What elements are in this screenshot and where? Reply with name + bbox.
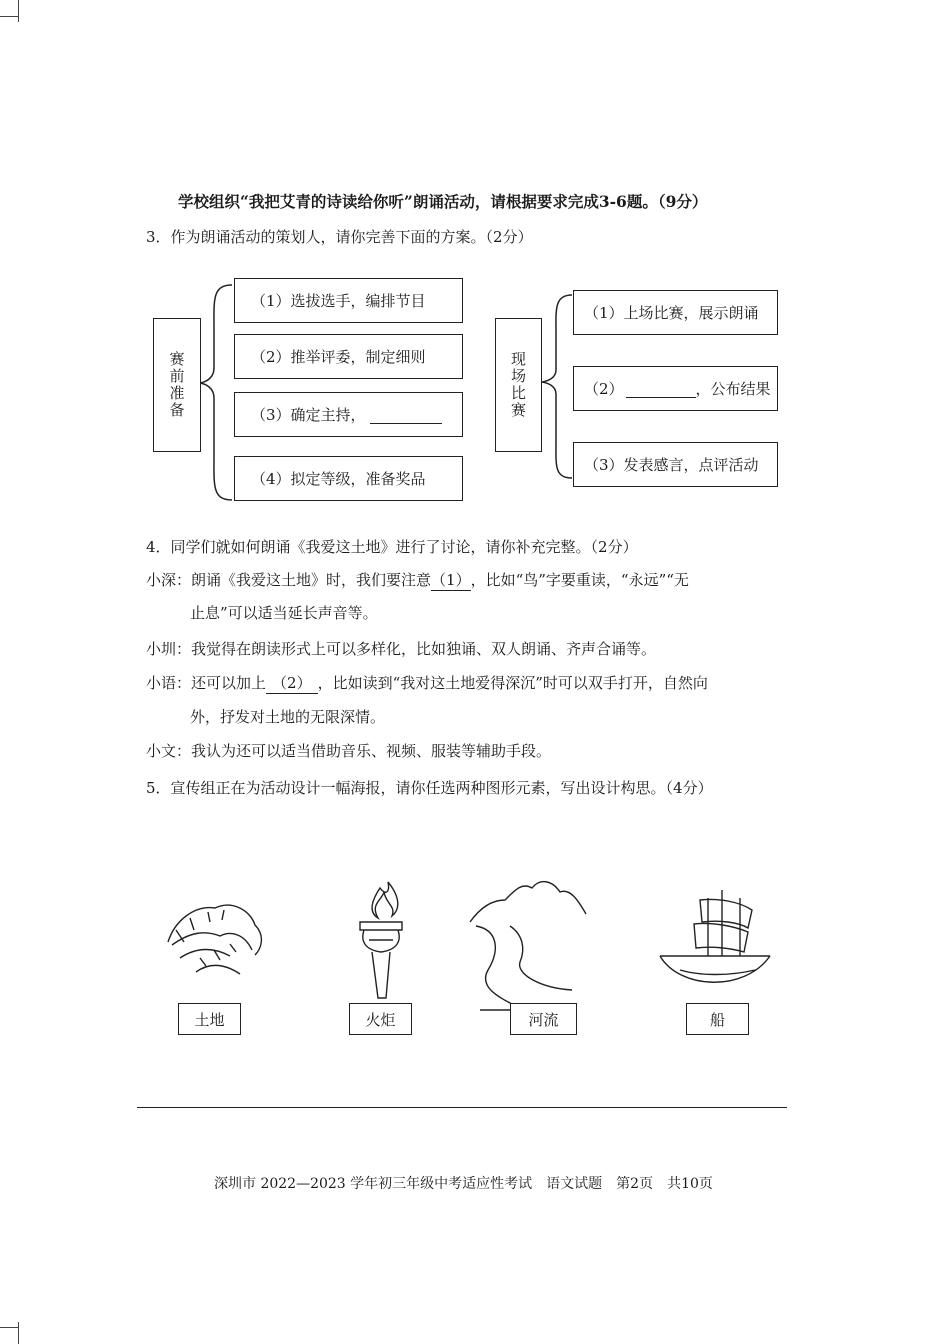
answer-blank[interactable]: [626, 379, 696, 398]
q4-line-1b: 止息”可以适当延长声音等。: [190, 604, 378, 622]
q4-prompt: 4．同学们就如何朗诵《我爱这土地》进行了讨论，请你补充完整。（2分）: [146, 538, 638, 556]
right-title: 现场比赛: [509, 351, 527, 419]
footer-rule: [137, 1107, 787, 1108]
q5-prompt: 5．宣传组正在为活动设计一幅海报，请你任选两种图形元素，写出设计构思。（4分）: [146, 779, 713, 797]
poster-elements-art: [0, 870, 950, 1050]
crop-mark: [0, 1327, 18, 1328]
torch-icon: [360, 882, 402, 998]
right-title-box: [495, 318, 542, 452]
ship-icon: [660, 890, 770, 982]
q4-line-3b: 外，抒发对土地的无限深情。: [190, 708, 386, 726]
match-item-3: （3）发表感言，点评活动: [573, 442, 778, 487]
q4-line-1: 小深：朗诵《我爱这土地》时，我们要注意（1），比如“鸟”字要重读，“永远”“无: [146, 571, 689, 589]
q3-braces: [0, 0, 950, 560]
match-item-2: （2） ，公布结果: [573, 366, 778, 411]
prep-item-4: （4）拟定等级，准备奖品: [234, 456, 463, 501]
land-icon: [168, 905, 261, 974]
prep-item-2: （2）推举评委，制定细则: [234, 334, 463, 379]
left-title: 赛前准备: [167, 351, 186, 419]
image-label-ship: 船: [686, 1003, 749, 1035]
image-label-river: 河流: [510, 1003, 577, 1035]
answer-blank[interactable]: [370, 405, 442, 424]
image-label-land: 土地: [178, 1003, 241, 1035]
q4-line-3: 小语：还可以加上 （2） ，比如读到“我对这土地爱得深沉”时可以双手打开，自然向: [146, 674, 708, 692]
match-item-1: （1）上场比赛，展示朗诵: [573, 290, 778, 335]
q4-line-2: 小圳：我觉得在朗读形式上可以多样化，比如独诵、双人朗诵、齐声合诵等。: [146, 640, 657, 658]
river-icon: [470, 882, 586, 1010]
section-intro: 学校组织“我把艾青的诗读给你听”朗诵活动，请根据要求完成3-6题。（9分）: [178, 192, 708, 211]
prep-item-1: （1）选拔选手，编排节目: [234, 278, 463, 323]
q4-line-4: 小文：我认为还可以适当借助音乐、视频、服装等辅助手段。: [146, 742, 552, 760]
prep-item-3: （3）确定主持，: [234, 392, 463, 437]
page-footer: 深圳市 2022—2023 学年初三年级中考适应性考试 语文试题 第2页 共10页: [214, 1176, 713, 1192]
image-label-torch: 火炬: [349, 1003, 412, 1035]
left-title-box: [153, 318, 201, 452]
crop-mark: [18, 1322, 19, 1344]
q3-prompt: 3．作为朗诵活动的策划人，请你完善下面的方案。（2分）: [146, 228, 533, 246]
